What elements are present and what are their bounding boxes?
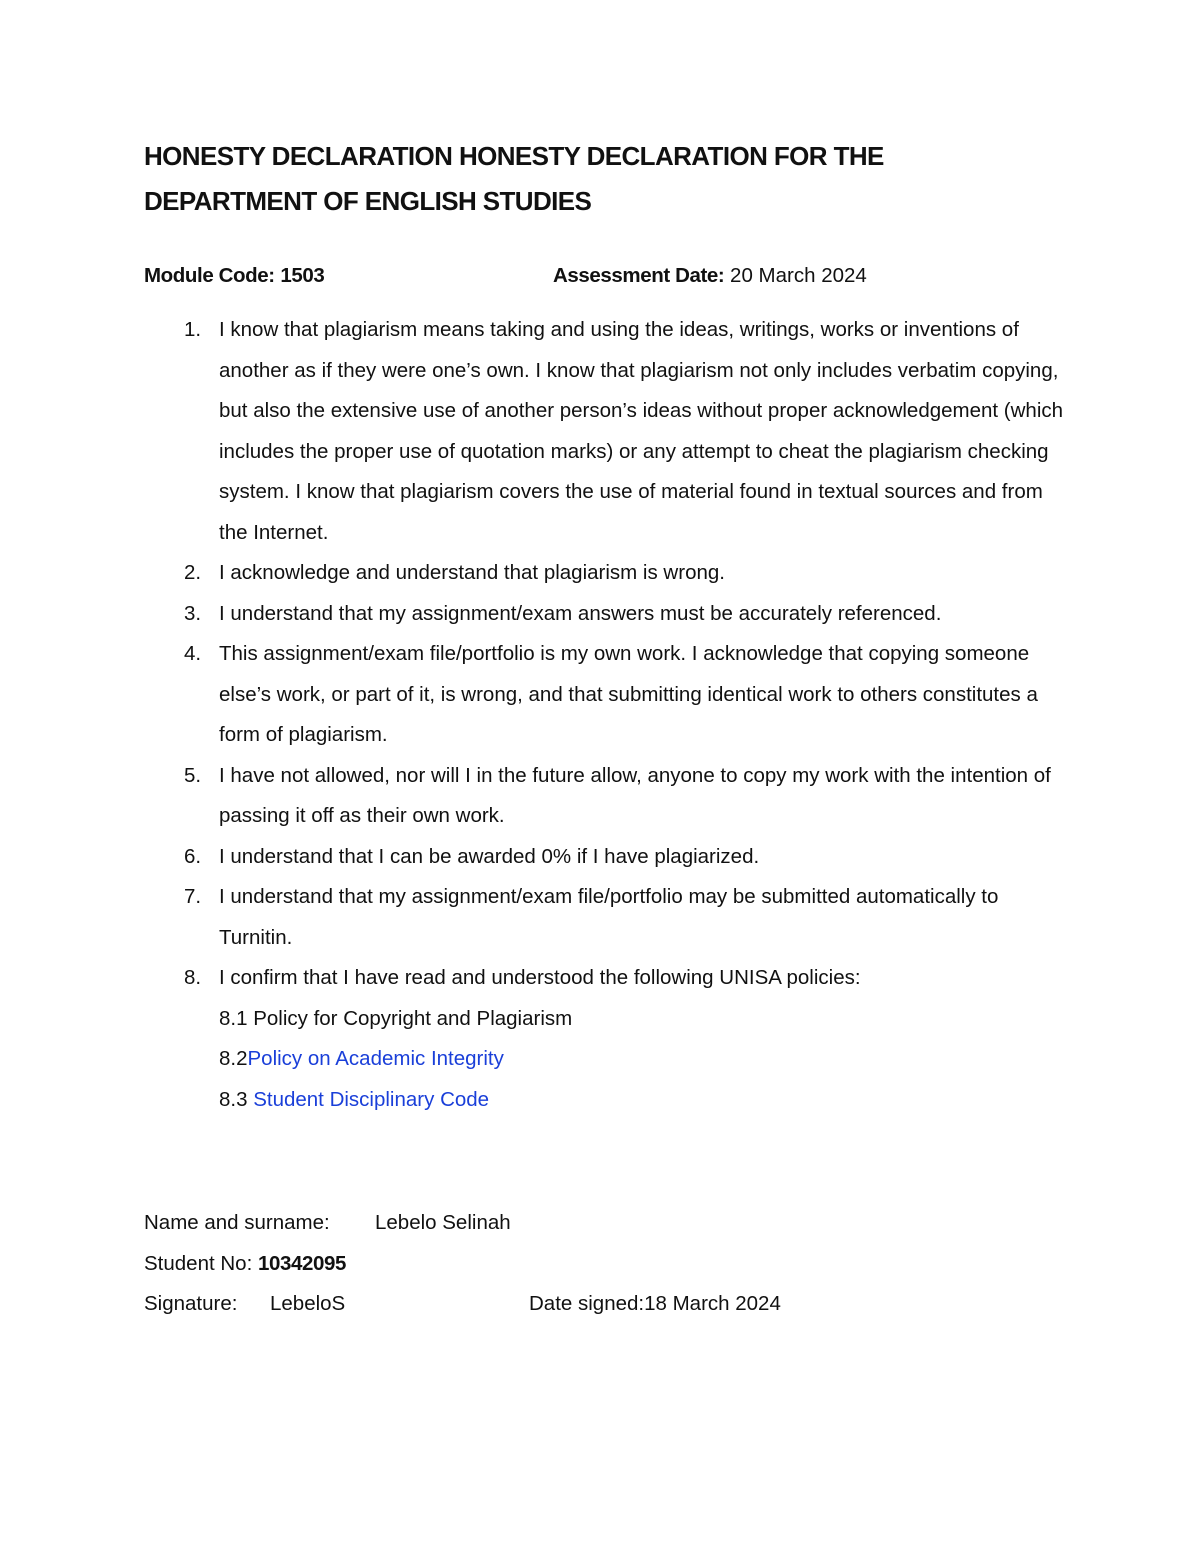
declaration-item-2: [144, 553, 1064, 594]
module-code-value: 1503: [280, 264, 325, 287]
policy-item-8-1: [219, 999, 1064, 1040]
date-signed-label: Date signed:: [529, 1292, 645, 1315]
policy-number: 8.3: [219, 1087, 248, 1111]
declaration-item-6: [144, 837, 1064, 878]
signature-row: [144, 1284, 1044, 1325]
signature-label: Signature:: [144, 1292, 238, 1315]
item-text: I understand that my assignment/exam answers must be accurately referenced.: [219, 601, 942, 625]
assessment-date-value: 20 March 2024: [730, 264, 867, 287]
module-code: [144, 258, 324, 294]
item-text: I understand that my assignment/exam file/portfolio may be submitted automatically to Turnitin.: [219, 885, 999, 949]
page-title: HONESTY DECLARATION HONESTY DECLARATION FOR THE DEPARTMENT OF ENGLISH STUDIES: [144, 141, 884, 216]
declaration-item-8: [144, 958, 1064, 1120]
policy-copyright-plagiarism: Policy for Copyright and Plagiarism: [253, 1006, 573, 1030]
declaration-item-4: [144, 634, 1064, 756]
item-text: I acknowledge and understand that plagiarism is wrong.: [219, 561, 725, 584]
policy-number: 8.2: [219, 1047, 248, 1070]
signature-block: [144, 1203, 1044, 1325]
item-number: 1.: [184, 318, 202, 341]
date-signed-value: 18 March 2024: [644, 1292, 781, 1315]
item-number: 8.: [184, 966, 202, 989]
item-number: 3.: [184, 601, 202, 625]
item-number: 4.: [184, 642, 202, 665]
student-number: [144, 1244, 346, 1285]
student-number-value: 10342095: [257, 1251, 346, 1275]
name-row: [144, 1203, 1044, 1244]
declaration-item-7: [144, 877, 1064, 958]
item-text: I confirm that I have read and understood the following UNISA policies:: [219, 966, 861, 989]
policy-academic-integrity-link[interactable]: Policy on Academic Integrity: [247, 1047, 504, 1070]
item-text: I understand that I can be awarded 0% if I have plagiarized.: [219, 844, 760, 868]
student-number-row: [144, 1244, 1044, 1285]
name-value: Lebelo Selinah: [375, 1211, 511, 1234]
module-code-label: Module Code:: [144, 264, 275, 287]
item-text: I know that plagiarism means taking and using the ideas, writings, works or inventions of another as if they were one’s own. I know that plagiarism not only includes verbatim copying, but also the extensive use of another person’s ideas without proper acknowledgement (which includes the proper use of quotation marks) or any attempt to cheat the plagiarism checking system. I know that plagiarism covers the use of material found in textual sources and from the Internet.: [219, 318, 1064, 544]
signature-value: LebeloS: [270, 1292, 346, 1315]
policy-item-8-2: [219, 1039, 1064, 1080]
item-text: This assignment/exam file/portfolio is my own work. I acknowledge that copying someone else’s work, or part of it, is wrong, and that submitting identical work to others constitutes a form of plagiarism.: [219, 642, 1038, 746]
item-number: 7.: [184, 885, 202, 908]
item-number: 2.: [184, 561, 202, 584]
name-label: Name and surname:: [144, 1211, 330, 1234]
assessment-date: [553, 258, 867, 294]
student-number-label: Student No:: [144, 1251, 253, 1275]
declaration-item-5: [144, 756, 1064, 837]
policy-item-8-3: [219, 1080, 1064, 1121]
item-number: 6.: [184, 844, 202, 868]
student-disciplinary-code-link[interactable]: Student Disciplinary Code: [253, 1087, 490, 1111]
date-signed: [529, 1284, 781, 1325]
assessment-date-label: Assessment Date:: [553, 264, 725, 287]
item-number: 5.: [184, 763, 202, 787]
module-info-row: [144, 258, 1044, 294]
declaration-list: [144, 310, 1064, 1120]
declaration-item-3: [144, 594, 1064, 635]
policy-number: 8.1: [219, 1006, 248, 1030]
item-text: I have not allowed, nor will I in the future allow, anyone to copy my work with the intention of passing it off as their own work.: [219, 763, 1051, 827]
declaration-item-1: [144, 310, 1064, 553]
